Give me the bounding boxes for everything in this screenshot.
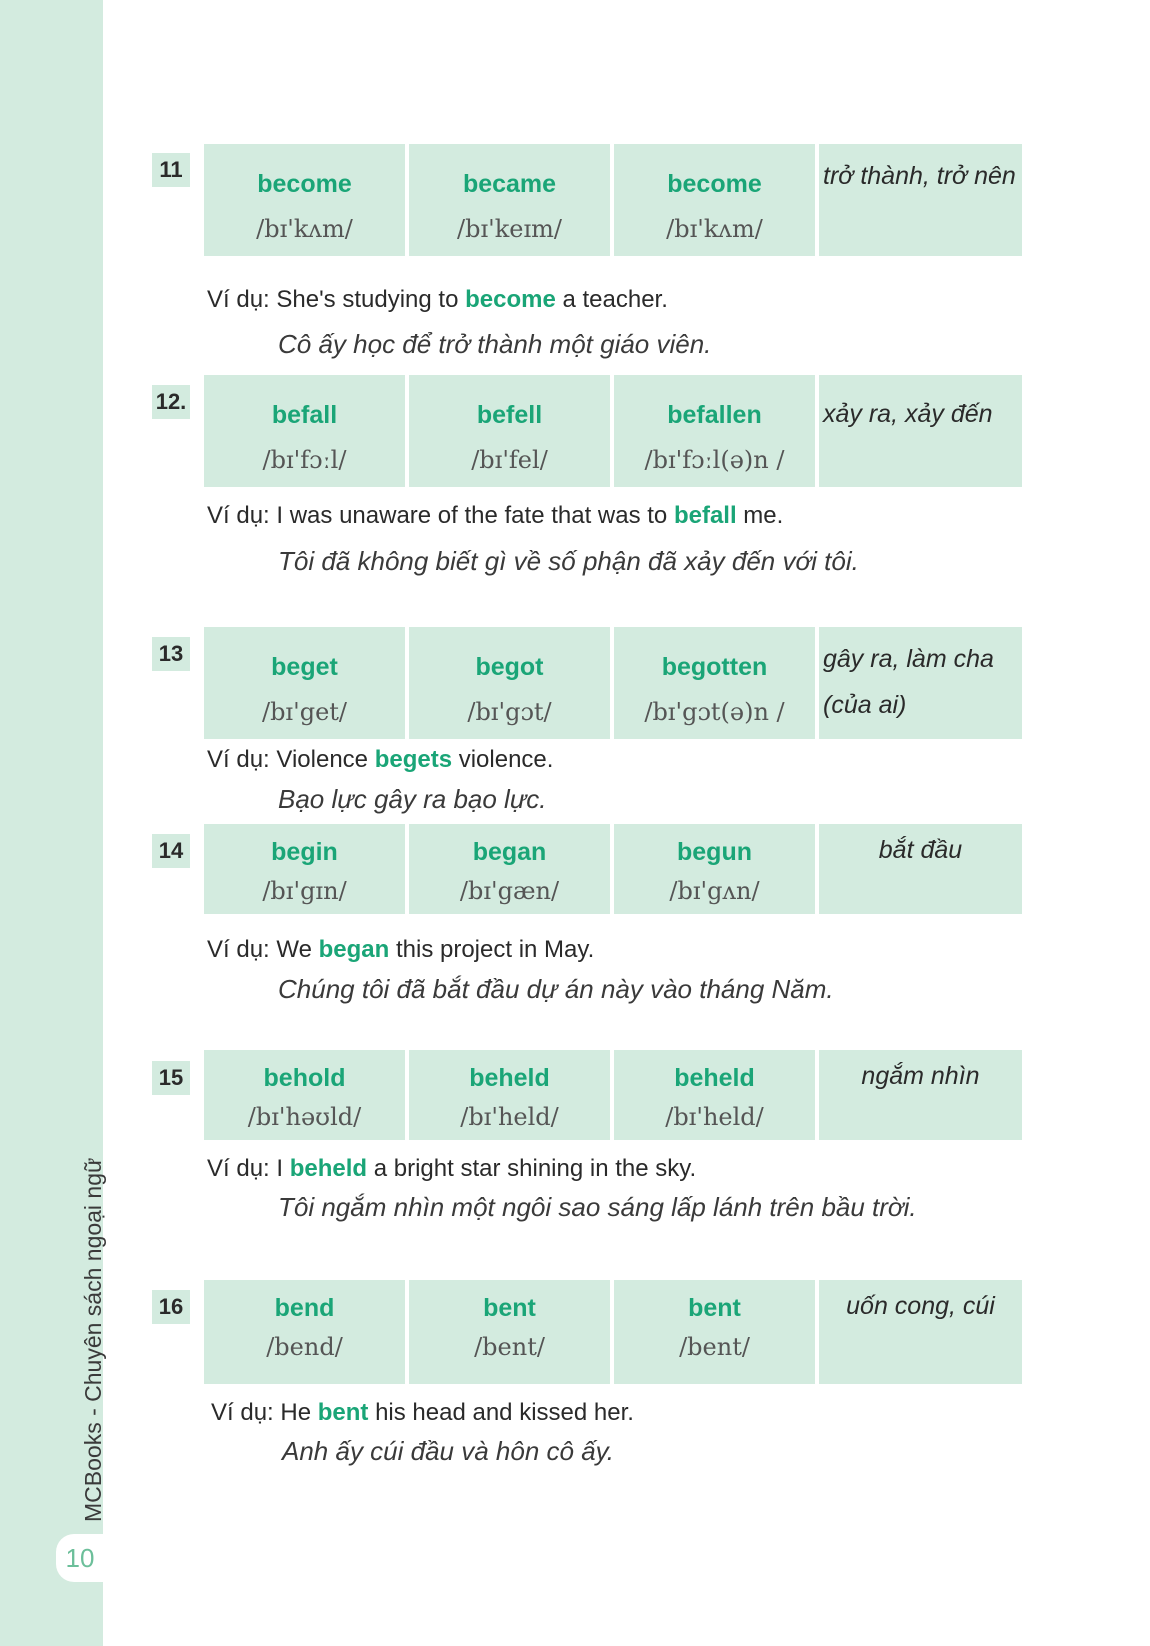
base-form-cell [204,1280,405,1384]
base-form-cell [204,627,405,739]
base-form: befall [271,401,338,429]
entry-number: 16 [152,1290,190,1324]
past-participle-ipa: /bɪ'held/ [665,1103,764,1131]
past-participle: beheld [674,1064,755,1092]
entry-number: 11 [152,153,190,187]
base-ipa: /bɪ'fɔːl/ [262,446,347,474]
example-label: Ví dụ: [207,746,270,773]
example-sentence [211,1399,634,1427]
example-label: Ví dụ: [207,286,270,313]
past-participle-cell [614,1280,815,1384]
meaning: ngắm nhìn [861,1062,980,1090]
verb-forms-row [204,1280,1022,1384]
meaning: trở thành, trở nên [823,162,1016,190]
verb-forms-row [204,627,1022,739]
example-keyword: beheld [289,1155,368,1182]
past-participle: befallen [667,401,762,429]
page-number: 10 [56,1534,104,1582]
past-ipa: /bɪ'fel/ [471,446,548,474]
example-label: Ví dụ: [207,1155,270,1182]
past-form: begot [475,653,544,681]
past-participle-ipa: /bɪ'fɔːl(ə)n / [644,446,785,474]
past-participle-cell [614,1050,815,1140]
example-keyword: began [318,936,390,963]
example-label: Ví dụ: [207,936,270,963]
past-participle-ipa: /bɪ'gʌn/ [669,877,760,905]
meaning-cell [819,1050,1022,1140]
past-ipa: /bent/ [474,1333,545,1361]
base-form: beget [271,653,338,681]
example-sentence [207,746,553,774]
example-text: I was unaware of the fate that was to [269,502,674,529]
example-text: me. [736,502,784,529]
base-form: bend [274,1294,335,1322]
meaning-cell [819,375,1022,487]
sidebar [0,0,106,1646]
example-text: his head and kissed her. [368,1399,634,1426]
past-ipa: /bɪ'gæn/ [459,877,560,905]
past-ipa: /bɪ'keɪm/ [457,215,562,243]
publisher-label: MCBooks - Chuyên sách ngoại ngữ [80,1157,106,1522]
example-text: this project in May. [389,936,595,963]
example-keyword: begets [374,746,453,773]
past-form-cell [409,1280,610,1384]
meaning: gây ra, làm cha (của ai) [823,645,994,719]
example-text: We [269,936,319,963]
example-text: a teacher. [555,286,668,313]
example-text: Violence [269,746,375,773]
example-sentence [207,502,783,530]
example-text: I [269,1155,290,1182]
past-participle: bent [688,1294,741,1322]
example-label: Ví dụ: [207,502,270,529]
past-ipa: /bɪ'gɔt/ [467,698,552,726]
past-participle: begotten [661,653,768,681]
past-form-cell [409,144,610,256]
example-label: Ví dụ: [211,1399,274,1426]
past-form: beheld [469,1064,550,1092]
example-keyword: befall [673,502,737,529]
past-participle: become [667,170,762,198]
past-participle-cell [614,375,815,487]
base-form-cell [204,824,405,914]
past-form-cell [409,627,610,739]
past-participle-ipa: /bɪ'gɔt(ə)n / [644,698,785,726]
entry-number: 14 [152,834,190,868]
base-form: behold [263,1064,346,1092]
meaning-cell [819,144,1022,256]
example-translation: Tôi ngắm nhìn một ngôi sao sáng lấp lánh trên bầu trời. [278,1192,917,1222]
past-form: became [462,170,557,198]
example-sentence [207,1155,696,1183]
example-translation: Tôi đã không biết gì về số phận đã xảy đến với tôi. [278,546,859,576]
example-text: She's studying to [269,286,466,313]
example-sentence [207,936,594,964]
past-participle-cell [614,144,815,256]
meaning: xảy ra, xảy đến [823,400,993,428]
example-keyword: bent [317,1399,369,1426]
example-translation: Chúng tôi đã bắt đầu dự án này vào tháng Năm. [278,974,834,1004]
past-participle-ipa: /bent/ [679,1333,750,1361]
past-form-cell [409,1050,610,1140]
base-ipa: /bɪ'kʌm/ [256,215,353,243]
past-form: befell [476,401,543,429]
meaning: uốn cong, cúi [846,1292,995,1320]
example-text: a bright star shining in the sky. [367,1155,697,1182]
verb-forms-row [204,375,1022,487]
example-translation: Anh ấy cúi đầu và hôn cô ấy. [282,1436,614,1466]
meaning-cell [819,1280,1022,1384]
example-keyword: become [465,286,556,313]
past-participle-cell [614,627,815,739]
meaning: bắt đầu [878,836,963,864]
example-sentence [207,286,668,314]
past-form: bent [483,1294,536,1322]
past-form: began [472,838,547,866]
base-ipa: /bɪ'get/ [261,698,348,726]
past-participle-cell [614,824,815,914]
entry-number: 12. [152,385,190,419]
base-form-cell [204,375,405,487]
base-ipa: /bend/ [266,1333,343,1361]
base-form: begin [271,838,338,866]
base-form: become [257,170,352,198]
base-ipa: /bɪ'həʊld/ [247,1103,362,1131]
entry-number: 15 [152,1061,190,1095]
example-text: He [273,1399,318,1426]
example-translation: Cô ấy học để trở thành một giáo viên. [278,329,712,359]
meaning-cell [819,627,1022,739]
example-text: violence. [452,746,554,773]
meaning-cell [819,824,1022,914]
past-participle: begun [677,838,752,866]
past-form-cell [409,375,610,487]
example-translation: Bạo lực gây ra bạo lực. [278,784,547,814]
base-form-cell [204,144,405,256]
past-participle-ipa: /bɪ'kʌm/ [666,215,763,243]
past-ipa: /bɪ'held/ [460,1103,559,1131]
verb-forms-row [204,824,1022,914]
base-ipa: /bɪ'gɪn/ [262,877,347,905]
verb-forms-row [204,144,1022,256]
verb-forms-row [204,1050,1022,1140]
entry-number: 13 [152,637,190,671]
base-form-cell [204,1050,405,1140]
past-form-cell [409,824,610,914]
